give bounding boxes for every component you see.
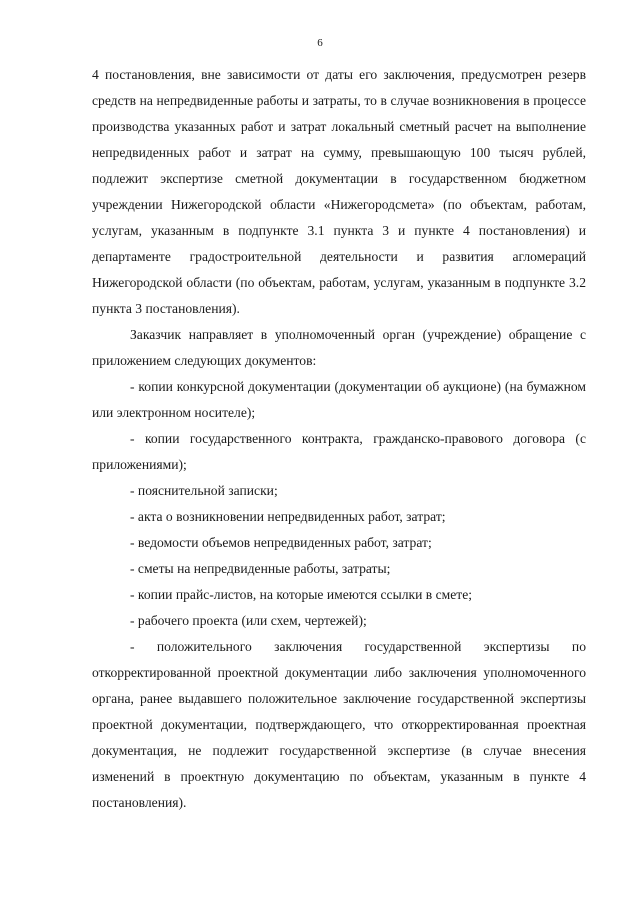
list-item-estimates: - сметы на непредвиденные работы, затраты;	[130, 561, 391, 576]
page-number: 6	[317, 37, 323, 49]
paragraph-customer-request: Заказчик направляет в уполномоченный орган (учреждение) обращение с приложением следующих документов:	[92, 327, 586, 368]
list-item-price-lists: - копии прайс-листов, на которые имеются ссылки в смете;	[130, 587, 473, 602]
list-item-working-project: - рабочего проекта (или схем, чертежей);	[130, 613, 367, 628]
list-item-expertise-conclusion: - положительного заключения государственной экспертизы по откорректированной проектной документации либо заключения уполномоченного органа, ранее выдавшего положительное заключение государственной экспертизы проектной документации, подтверждающего, что откорректированная проектная документация, не подлежит государственной экспертизе (в случае внесения изменений в проектную документацию по объектам, указанным в пункте 4 постановления).	[92, 639, 586, 810]
list-item-tender-docs: - копии конкурсной документации (документации об аукционе) (на бумажном или электронном носителе);	[92, 379, 586, 420]
paragraph-reserve-funds: 4 постановления, вне зависимости от даты его заключения, предусмотрен резерв средств на непредвиденные работы и затраты, то в случае возникновения в процессе производства указанных работ и затрат локальный сметный расчет на выполнение непредвиденных работ и затрат на сумму, превышающую 100 тысяч рублей, подлежит экспертизе сметной документации в государственном бюджетном учреждении Нижегородской области «Нижегородсмета» (по объектам, работам, услугам, указанным в подпункте 3.1 пункта 3 и пункте 4 постановления) и департаменте градостроительной деятельности и развития агломераций Нижегородской области (по объектам, работам, услугам, указанным в подпункте 3.2 пункта 3 постановления).	[92, 67, 586, 316]
list-item-unforeseen-act: - акта о возникновении непредвиденных работ, затрат;	[130, 509, 446, 524]
list-item-contract-copy: - копии государственного контракта, гражданско-правового договора (с приложениями);	[92, 431, 586, 472]
list-item-explanatory-note: - пояснительной записки;	[130, 483, 278, 498]
document-body	[92, 62, 586, 816]
list-item-volume-statement: - ведомости объемов непредвиденных работ, затрат;	[130, 535, 432, 550]
